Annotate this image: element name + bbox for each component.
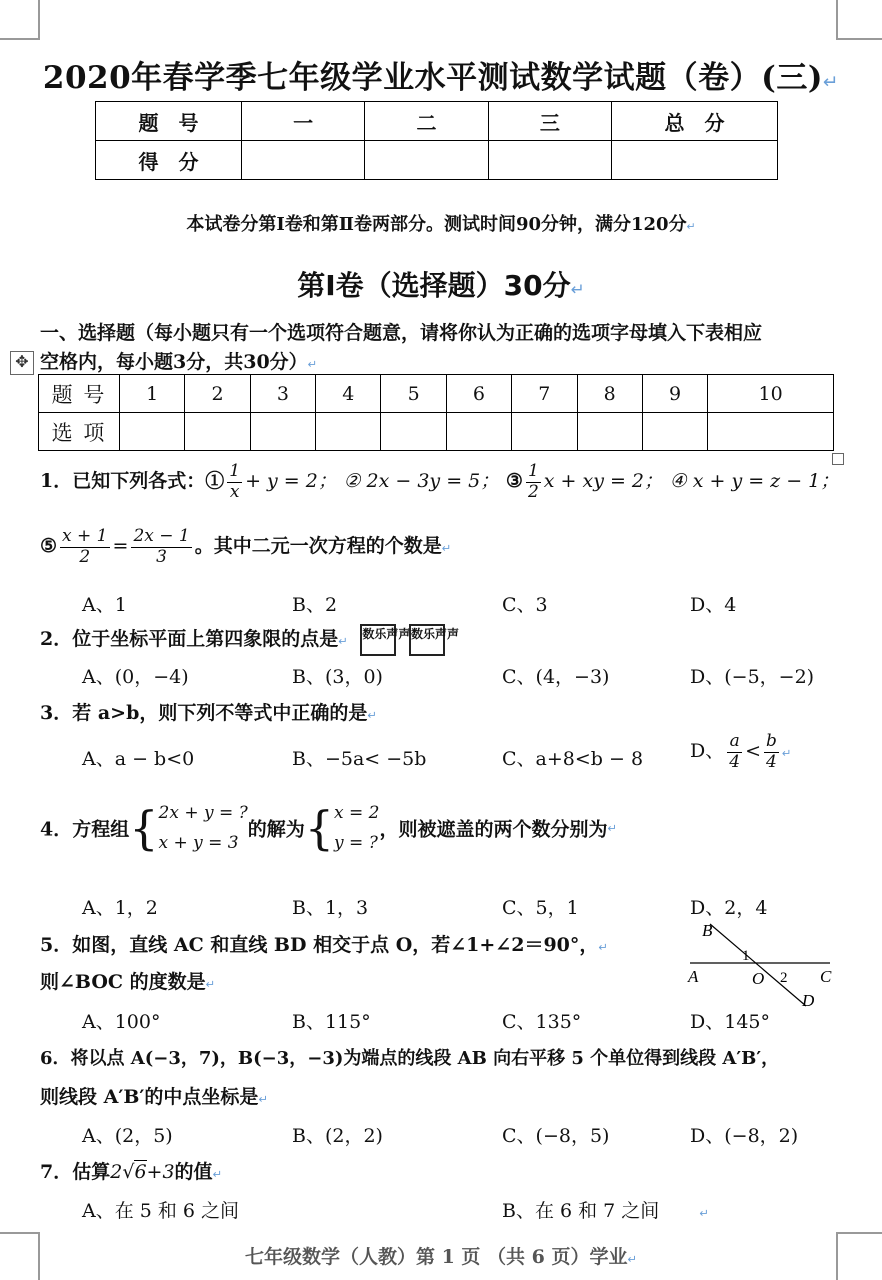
label-o: O	[752, 969, 765, 988]
q5-option-a: A、100°	[82, 1011, 161, 1033]
score-cell-part3: 三	[488, 102, 611, 141]
q6-option-b: B、(2，2)	[292, 1125, 383, 1147]
q4-option-c: C、5，1	[502, 897, 579, 919]
question-number: 2	[185, 375, 250, 413]
q7-option-a: A、在 5 和 6 之间	[82, 1200, 240, 1222]
answer-cell[interactable]	[381, 413, 446, 451]
question-number: 6	[446, 375, 511, 413]
q1-option-c: C、3	[502, 594, 548, 616]
choice-row-label: 选 项	[39, 413, 120, 451]
q1-option-a: A、1	[82, 594, 127, 616]
question-1-line-2: ⑤ $\frac{x + 1}{2}$ = $\frac{2x - 1}{3}$ 。其中二元一次方程的个数是↵	[40, 526, 452, 567]
answer-cell[interactable]	[642, 413, 707, 451]
q6-option-d: D、(−8，2)	[690, 1125, 799, 1147]
answer-cell[interactable]	[577, 413, 642, 451]
score-input-cell[interactable]	[242, 141, 365, 180]
score-table-score-row	[96, 141, 778, 180]
score-cell-part1: 一	[242, 102, 365, 141]
q4-option-a: A、1，2	[82, 897, 158, 919]
q1-option-d: D、4	[690, 594, 737, 616]
instruction-line-2: 空格内，每小题3分，共30分）↵	[40, 351, 318, 373]
score-input-cell[interactable]	[365, 141, 488, 180]
answer-table	[38, 374, 834, 451]
score-row-label: 得 分	[96, 141, 242, 180]
answer-cell[interactable]	[708, 413, 834, 451]
q2-option-d: D、(−5，−2)	[690, 666, 815, 688]
q5-option-b: B、115°	[292, 1011, 371, 1033]
q4-option-d: D、2，4	[690, 897, 768, 919]
question-number: 8	[577, 375, 642, 413]
answer-cell[interactable]	[316, 413, 381, 451]
question-number: 1	[120, 375, 185, 413]
answer-cell[interactable]	[120, 413, 185, 451]
question-number: 4	[316, 375, 381, 413]
intersecting-lines-figure	[680, 918, 850, 1010]
score-input-cell[interactable]	[488, 141, 611, 180]
audio-sticker-icon[interactable]: 数乐声声	[409, 624, 445, 656]
answer-cell[interactable]	[185, 413, 250, 451]
answer-row-label: 题 号	[39, 375, 120, 413]
q3-option-a: A、a − b<0	[82, 748, 195, 770]
exam-title: 2020年春学季七年级学业水平测试数学试题（卷）(三)↵	[42, 60, 840, 96]
answer-table-number-row	[39, 375, 834, 413]
question-5-line-2: 则∠BOC 的度数是↵	[40, 971, 216, 993]
label-b: B	[702, 921, 713, 940]
question-number: 5	[381, 375, 446, 413]
question-4-stem: 4．方程组{2x + y = ? x + y = 3的解为{x = 2 y = ?，则被遮盖的两个数分别为↵	[40, 801, 618, 855]
q5-option-c: C、135°	[502, 1011, 582, 1033]
exam-intro: 本试卷分第Ⅰ卷和第Ⅱ卷两部分。测试时间90分钟，满分120分↵	[186, 214, 696, 235]
crop-mark-top-right	[836, 0, 882, 40]
question-2-stem: 2．位于坐标平面上第四象限的点是↵ 数乐声声 数乐声声	[40, 624, 445, 656]
score-cell-label: 题 号	[96, 102, 242, 141]
label-a: A	[688, 967, 699, 986]
label-c: C	[820, 967, 832, 986]
answer-cell[interactable]	[512, 413, 577, 451]
question-number: 10	[708, 375, 834, 413]
audio-sticker-icon[interactable]: 数乐声声	[360, 624, 396, 656]
label-d: D	[802, 991, 815, 1010]
q2-option-c: C、(4，−3)	[502, 666, 610, 688]
question-6-line-2: 则线段 A′B′的中点坐标是↵	[40, 1086, 268, 1108]
section-title: 第Ⅰ卷（选择题）30分↵	[297, 269, 585, 302]
q4-option-b: B、1，3	[292, 897, 369, 919]
question-number: 9	[642, 375, 707, 413]
answer-table-choice-row	[39, 413, 834, 451]
question-5-line-1: 5．如图，直线 AC 和直线 BD 相交于点 O，若∠1+∠2＝90°，↵	[40, 934, 608, 956]
q3-option-d: D、 $\frac{a}{4}$ < $\frac{b}{4}$ ↵	[690, 731, 792, 772]
angle-1-label: 1	[742, 948, 750, 964]
q7-option-b: B、在 6 和 7 之间 ↵	[502, 1200, 709, 1222]
question-3-stem: 3．若 a>b，则下列不等式中正确的是↵	[40, 702, 377, 724]
page-footer: 七年级数学（人教）第 1 页 （共 6 页）学业↵	[244, 1246, 638, 1268]
score-table-header-row	[96, 102, 778, 141]
question-number: 3	[250, 375, 315, 413]
answer-cell[interactable]	[250, 413, 315, 451]
question-1-line-1: 1．已知下列各式：① $\frac{1}{x}$ + y = 2； ② 2x − 3y = 5； ③ $\frac{1}{2}$ x + xy = 2； ④ x + y = z − 1；	[40, 461, 840, 502]
table-move-handle-icon[interactable]: ✥	[10, 351, 34, 375]
score-input-cell[interactable]	[612, 141, 778, 180]
q1-option-b: B、2	[292, 594, 338, 616]
q3-option-b: B、−5a< −5b	[292, 748, 427, 770]
q6-option-c: C、(−8，5)	[502, 1125, 610, 1147]
q2-option-a: A、(0，−4)	[82, 666, 189, 688]
q6-option-a: A、(2，5)	[82, 1125, 173, 1147]
question-6-line-1: 6．将以点 A(−3，7)，B(−3，−3)为端点的线段 AB 向右平移 5 个单位得到线段 A′B′，	[40, 1048, 780, 1069]
answer-cell[interactable]	[446, 413, 511, 451]
score-cell-part2: 二	[365, 102, 488, 141]
score-table	[95, 101, 778, 180]
score-cell-total: 总 分	[612, 102, 778, 141]
question-7-stem: 7．估算2√6+3的值↵	[40, 1161, 223, 1183]
instruction-line-1: 一、选择题（每小题只有一个选项符合题意，请将你认为正确的选项字母填入下表相应	[40, 322, 763, 344]
angle-2-label: 2	[780, 970, 788, 986]
q5-option-d: D、145°	[690, 1011, 770, 1033]
q2-option-b: B、(3，0)	[292, 666, 383, 688]
q3-option-c: C、a+8<b − 8	[502, 748, 644, 770]
question-number: 7	[512, 375, 577, 413]
crop-mark-top-left	[0, 0, 40, 40]
line-bd	[710, 924, 806, 1006]
